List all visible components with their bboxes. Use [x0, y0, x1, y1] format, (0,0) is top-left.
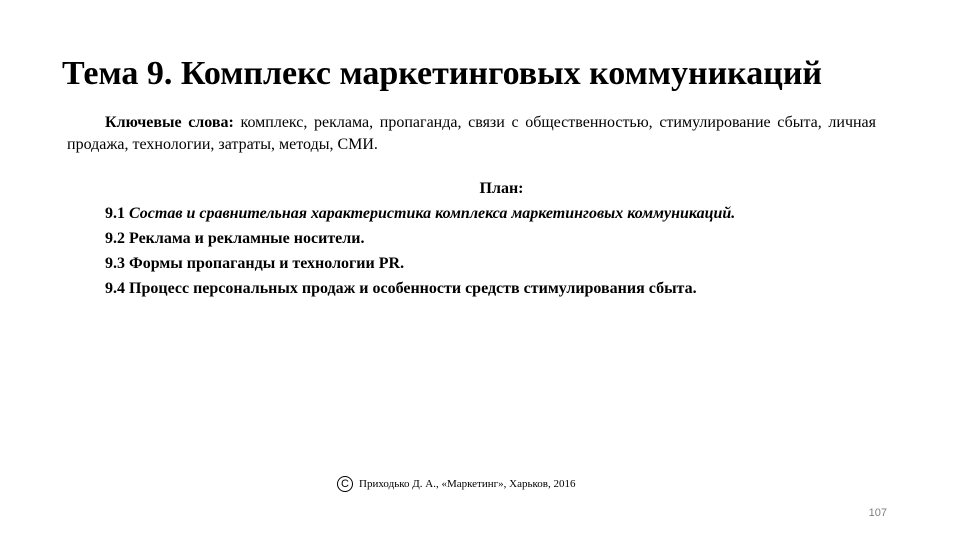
plan-item — [67, 251, 876, 276]
plan-item — [67, 201, 876, 226]
plan-item-text: Формы пропаганды и технологии PR. — [129, 255, 405, 272]
plan-item — [67, 226, 876, 251]
plan-item-number: 9.3 — [105, 255, 129, 272]
footer-text: Приходько Д. А., «Маркетинг», Харьков, 2016 — [359, 478, 576, 490]
plan-item-number: 9.1 — [105, 205, 129, 222]
plan-item-text: Процесс персональных продаж и особенности средств стимулирования сбыта. — [129, 280, 697, 297]
keywords-text: комплекс, реклама, пропаганда, связи с общественностью, стимулирование сбыта, личная продажа, технологии, затраты, методы, СМИ. — [67, 114, 877, 153]
plan-heading: План: — [479, 180, 524, 197]
keywords-label: Ключевые слова: — [105, 114, 234, 131]
copyright-icon: C — [337, 476, 353, 492]
plan-item-text: Состав и сравнительная характеристика комплекса маркетинговых коммуникаций. — [129, 205, 736, 222]
plan-section — [67, 176, 876, 301]
plan-item-number: 9.2 — [105, 230, 129, 247]
slide-title: Тема 9. Комплекс маркетинговых коммуникаций — [62, 55, 823, 92]
plan-item — [67, 276, 876, 301]
page-number: 107 — [868, 507, 887, 519]
plan-item-number: 9.4 — [105, 280, 129, 297]
plan-item-text: Реклама и рекламные носители. — [129, 230, 365, 247]
footer-credit — [337, 474, 575, 494]
keywords-paragraph — [67, 112, 876, 156]
